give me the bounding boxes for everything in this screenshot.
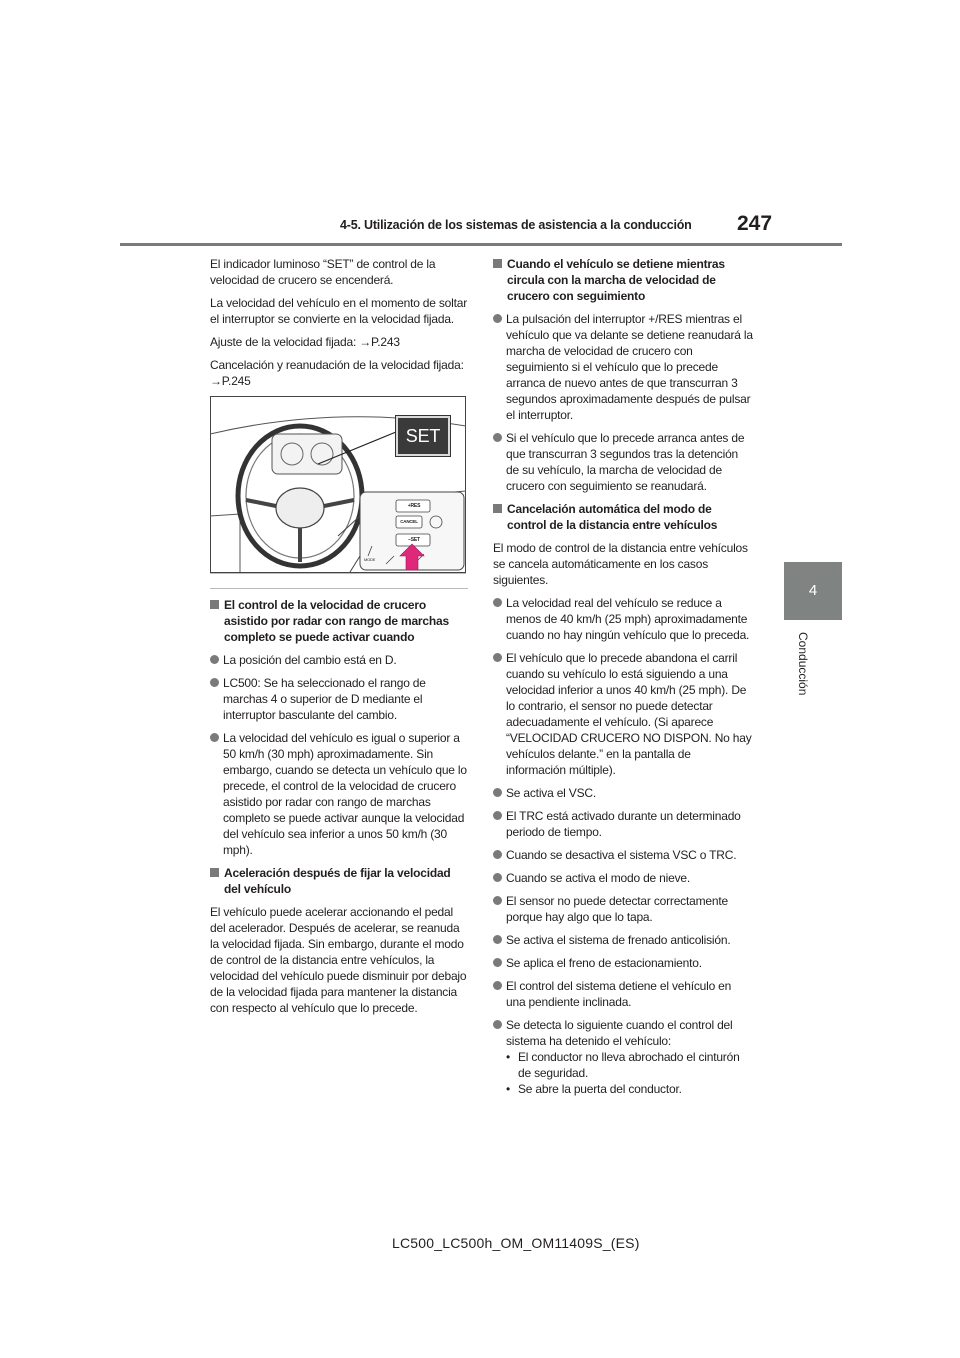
right-column [493,256,753,1097]
bullet-item: El TRC está activado durante un determinado periodo de tiempo. [493,808,753,840]
bullet-item: Cuando se activa el modo de nieve. [493,870,753,886]
res-button-label: +RES [407,503,421,509]
bullet-item: Si el vehículo que lo precede arranca antes de que transcurran 3 segundos tras la detención de su vehículo, la marcha de velocidad de crucero con seguimiento se reanudará. [493,430,753,494]
square-marker-icon [210,868,219,877]
bullet-item: Se activa el sistema de frenado anticolisión. [493,932,753,948]
footer-manual-code: LC500_LC500h_OM_OM11409S_(ES) [392,1235,640,1251]
mode-label: MODE [364,557,376,562]
bullet-dot-icon [493,935,502,944]
intro-paragraph: El indicador luminoso “SET” de control de la velocidad de crucero se encenderá. [210,257,436,287]
section-heading: Aceleración después de fijar la velocidad del vehículo [210,865,468,897]
section-heading: Cancelación automática del modo de control de la distancia entre vehículos [493,501,753,533]
bullet-item: La pulsación del interruptor +/RES mientras el vehículo que va delante se detiene reanudará la marcha de velocidad de crucero con seguimiento si el vehículo que lo precede arranca de nuevo antes de que transcurran 3 segundos aproximadamente después de pulsar el interruptor. [493,311,753,423]
section-paragraph: El vehículo puede acelerar accionando el pedal del acelerador. Después de acelerar, se reanuda la velocidad fijada. Sin embargo, durante el modo de control de la distancia entre vehículos, la velocidad del vehículo puede disminuir por debajo de la velocidad fijada para mantener la distancia con respecto al vehículo que lo precede. [210,905,467,1015]
section-heading: Cuando el vehículo se detiene mientras circula con la marcha de velocidad de crucero con seguimiento [493,256,753,304]
sub-bullet-mark: • [506,1050,511,1064]
figure-steering-wheel [210,396,466,574]
bullet-dot-icon [493,896,502,905]
bullet-dot-icon [493,788,502,797]
sub-bullet-item: • El conductor no lleva abrochado el cinturón de seguridad. [506,1050,740,1080]
chapter-number: 4 [808,582,818,599]
bullet-dot-icon [493,314,502,323]
bullet-item: La velocidad del vehículo es igual o superior a 50 km/h (30 mph) aproximadamente. Sin embargo, cuando se detecta un vehículo que lo precede, el control de la velocidad de crucero asistido por radar con rango de marchas completo se puede activar aunque la velocidad del vehículo sea inferior a unos 50 km/h (30 mph). [210,730,468,858]
bullet-item: El vehículo que lo precede abandona el carril cuando su vehículo lo está siguiendo a una velocidad inferior a unos 40 km/h (25 mph). De lo contrario, el sensor no puede detectar adecuadamente el vehículo. (Si aparece “VELOCIDAD CRUCERO NO DISPON. No hay vehículos delante.” en la pantalla de información múltiple). [493,650,753,778]
sub-bullet-item: • Se abre la puerta del conductor. [506,1082,682,1096]
page-number: 247 [737,212,773,235]
intro-paragraph: La velocidad del vehículo en el momento de soltar el interruptor se convierte en la velocidad fijada. [210,296,468,326]
set-badge: SET [396,416,450,456]
bullet-dot-icon [493,811,502,820]
left-column [210,256,468,1023]
chapter-tab[interactable] [784,562,842,620]
sub-bullet-mark: • [506,1082,511,1096]
square-marker-icon [210,600,219,609]
header-section-title: 4-5. Utilización de los sistemas de asistencia a la conducción [340,218,692,232]
bullet-item: El sensor no puede detectar correctamente porque hay algo que lo tapa. [493,893,753,925]
bullet-dot-icon [493,850,502,859]
intro-paragraph: Ajuste de la velocidad fijada: →P.243 [210,335,400,349]
bullet-dot-icon [493,598,502,607]
bullet-dot-icon [493,1020,502,1029]
square-marker-icon [493,259,502,268]
bullet-item: La posición del cambio está en D. [210,652,468,668]
bullet-dot-icon [210,655,219,664]
header-rule [120,243,842,246]
square-marker-icon [493,504,502,513]
chapter-label: Conducción [796,632,810,696]
bullet-item: Se detecta lo siguiente cuando el control del sistema ha detenido el vehículo: • El conductor no lleva abrochado el cinturón de seguridad. • Se abre la puerta del conductor. [493,1017,753,1097]
bullet-item: Se aplica el freno de estacionamiento. [493,955,753,971]
bullet-dot-icon [210,678,219,687]
section-rule [210,588,468,589]
bullet-item: La velocidad real del vehículo se reduce a menos de 40 km/h (25 mph) aproximadamente cuando no hay ningún vehículo que lo preceda. [493,595,753,643]
bullet-item: Cuando se desactiva el sistema VSC o TRC. [493,847,753,863]
bullet-dot-icon [493,981,502,990]
bullet-dot-icon [210,733,219,742]
intro-paragraph: Cancelación y reanudación de la velocidad fijada: →P.245 [210,358,464,388]
bullet-item: El control del sistema detiene el vehículo en una pendiente inclinada. [493,978,753,1010]
bullet-item: Se activa el VSC. [493,785,753,801]
cancel-button-label: CANCEL [400,519,418,524]
bullet-dot-icon [493,873,502,882]
bullet-item: LC500: Se ha seleccionado el rango de marchas 4 o superior de D mediante el interruptor basculante del cambio. [210,675,468,723]
section-paragraph: El modo de control de la distancia entre vehículos se cancela automáticamente en los casos siguientes. [493,541,748,587]
set-button-label: −SET [408,537,420,543]
bullet-dot-icon [493,433,502,442]
bullet-dot-icon [493,653,502,662]
section-heading: El control de la velocidad de crucero asistido por radar con rango de marchas completo se puede activar cuando [210,597,468,645]
bullet-dot-icon [493,958,502,967]
